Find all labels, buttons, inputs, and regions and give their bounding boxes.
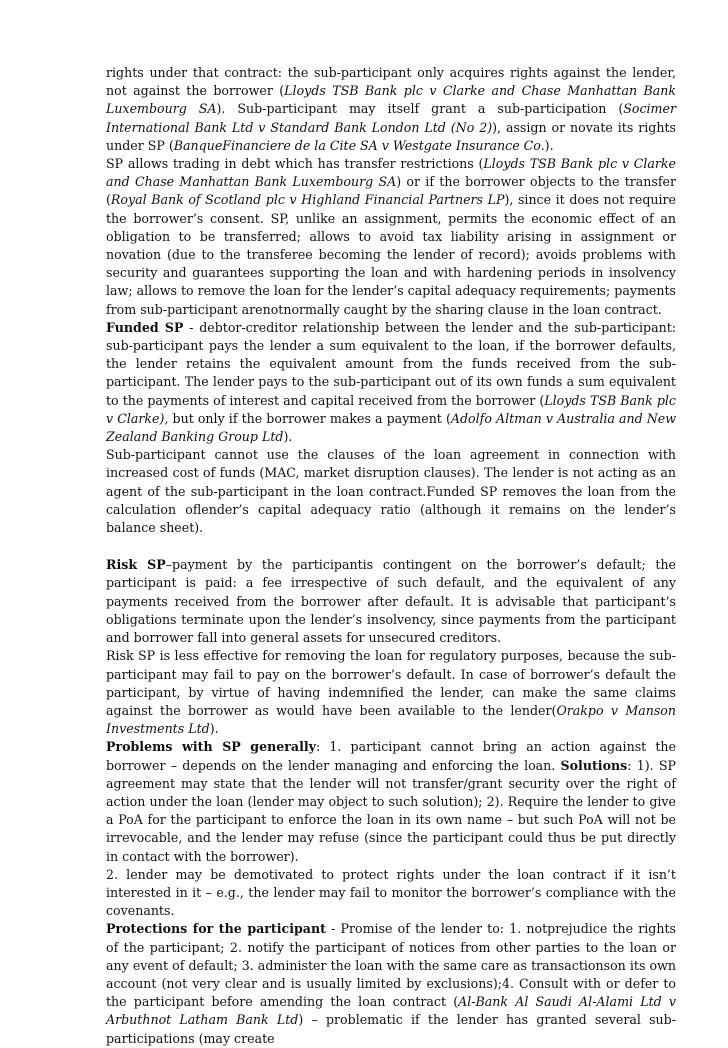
text-run: ). Sub-participant may itself grant a sub-participation ( — [216, 101, 624, 117]
paragraph-spacer — [106, 537, 676, 556]
text-run: - debtor-creditor relationship between the lender and the sub-participant: sub-participant pays the lender a sum equivalent to the loan, if the borrower defaults, the lender retains the equivalent amount from the funds received from the sub-participant. The lender pays to the sub-participant out of its own funds a sum equivalent to the payments of interest and capital received from the borrower ( — [106, 319, 676, 408]
case-citation: Lloyds TSB Bank plc v Clarke and Chase Manhattan Bank Luxembourg SA — [106, 156, 676, 190]
text-run: rights under that contract: the sub-participant only acquires rights against the lender, not against the borrower ( — [106, 65, 676, 99]
text-run: SP allows trading in debt which has transfer restrictions ( — [106, 156, 484, 172]
text-run: : 1). SP agreement may state that the lender will not transfer/grant security over the right of action under the loan (lender may object to such solution); 2). Require the lender to give a PoA for the participant to enforce the loan in its own name – but such PoA will not be irrevocable, and the lender may refuse (since the participant could thus be put directly in contact with the borrower). — [106, 757, 676, 864]
text-run: ) or if the borrower objects to the transfer ( — [106, 174, 676, 208]
paragraph-lender-demotivated — [106, 866, 676, 921]
text-run: Risk SP is less effective for removing the loan for regulatory purposes, because the sub-participant may fail to pay on the borrower’s default. In case of borrower’s default the participant, by virtue of having indemnified the lender, can make the same claims against the borrower as would have been available to the lender( — [106, 648, 676, 718]
text-run: but only if the borrower makes a payment ( — [168, 410, 451, 426]
case-citation: BanqueFinanciere de la Cite SA v Westgate Insurance Co. — [173, 137, 545, 153]
case-citation: Royal Bank of Scotland plc v Highland Financial Partners LP — [110, 192, 505, 208]
paragraph-sp-trading — [106, 155, 676, 319]
solutions-heading: Solutions — [560, 757, 628, 773]
case-citation: Al-Bank Al Saudi Al-Alami Ltd v Arbuthnot Latham Bank Ltd — [106, 994, 677, 1028]
case-citation: Socimer International Bank Ltd v Standard Bank London Ltd (No 2) — [106, 101, 676, 135]
paragraph-protections — [106, 920, 676, 1047]
text-run: - Promise of the lender to: 1. notprejudice the rights of the participant; 2. notify the participant of notices from other parties to the loan or any event of default; 3. administer the loan with the same care as transactionson its own account (not very clear and is usually limited by exclusions);4. Consult with or defer to the participant before amending the loan contract ( — [106, 921, 676, 1010]
paragraph-funded-sp-clauses — [106, 446, 676, 537]
paragraph-problems — [106, 738, 676, 865]
case-citation: Adolfo Altman v Australia and New Zealand Banking Group Ltd — [106, 410, 677, 445]
text-run: ), since it does not require the borrower’s consent. SP, unlike an assignment, permits the economic effect of an obligation to be transferred; allows to avoid tax liability arising in assignment or novation (due to the transferee becoming the lender of record); avoids problems with security and guarantees supporting the loan and with hardening periods in insolvency law; allows to remove the loan for the lender’s capital adequacy requirements; payments from sub-participant arenotnormally caught by the sharing clause in the loan contract. — [106, 192, 676, 317]
paragraph-risk-sp — [106, 556, 676, 647]
paragraph-risk-sp-regulatory — [106, 647, 676, 738]
section-heading: Protections for the participant — [106, 921, 326, 937]
text-run: : 1. participant cannot bring an action against the borrower – depends on the lender managing and enforcing the loan. — [106, 739, 676, 773]
text-run: Sub-participant cannot use the clauses of the loan agreement in connection with increased cost of funds (MAC, market disruption clauses). The lender is not acting as an agent of the sub-participant in the loan contract.Funded SP removes the loan from the calculation oflender’s capital adequacy ratio (although it remains on the lender’s balance sheet). — [106, 447, 676, 536]
text-run: ) – problematic if the lender has granted several sub-participations (may create — [106, 1012, 676, 1046]
section-heading: Problems with SP generally — [106, 739, 316, 755]
section-heading: Risk SP — [106, 557, 166, 573]
case-citation: Orakpo v Manson Investments Ltd — [106, 702, 676, 737]
text-run: ). — [544, 137, 554, 153]
section-heading: Funded SP — [106, 319, 184, 335]
case-citation: Lloyds TSB Bank plc v Clarke), — [106, 392, 676, 426]
text-run: –payment by the participantis contingent on the borrower’s default; the participant is paid: a fee irrespective of such default, and the equivalent of any payments received from the borrower after default. It is advisable that participant’s obligations terminate upon the lender’s insolvency, since payments from the participant and borrower fall into general assets for unsecured creditors. — [106, 557, 677, 646]
text-run: ), assign or novate its rights under SP ( — [106, 119, 676, 153]
text-run: 2. lender may be demotivated to protect rights under the loan contract if it isn’t interested in it – e.g., the lender may fail to monitor the borrower’s compliance with the covenants. — [106, 866, 676, 919]
case-citation: Lloyds TSB Bank plc v Clarke and Chase Manhattan Bank Luxembourg SA — [106, 83, 676, 117]
paragraph-sp-rights — [106, 64, 676, 155]
text-run: ). — [283, 429, 293, 445]
text-run: ). — [209, 721, 219, 737]
paragraph-funded-sp — [106, 319, 676, 446]
